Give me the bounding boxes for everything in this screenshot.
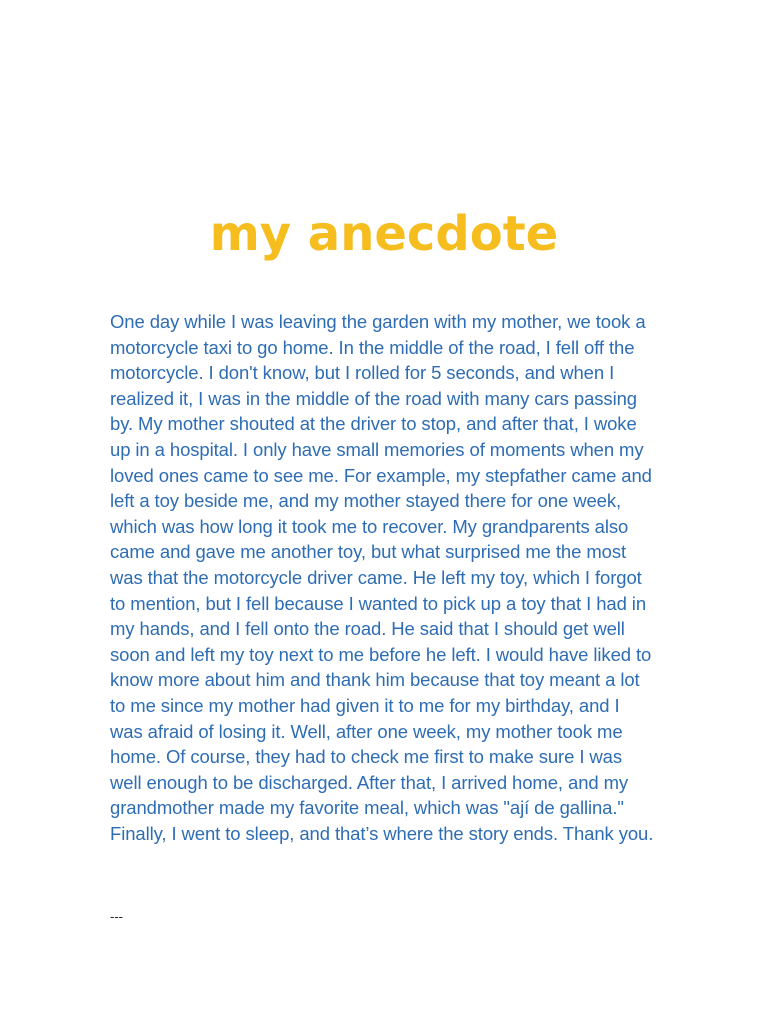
anecdote-body: One day while I was leaving the garden with my mother, we took a motorcycle taxi to go home. In the middle of the road, I fell off the motorcycle. I don't know, but I rolled for 5 seconds, and when I realized it, I was in the middle of the road with many cars passing by. My mother shouted at the driver to stop, and after that, I woke up in a hospital. I only have small memories of moments when my loved ones came to see me. For example, my stepfather came and left a toy beside me, and my mother stayed there for one week, which was how long it took me to recover. My grandparents also came and gave me another toy, but what surprised me the most was that the motorcycle driver came. He left my toy, which I forgot to mention, but I fell because I wanted to pick up a toy that I had in my hands, and I fell onto the road. He said that I should get well soon and left my toy next to me before he left. I would have liked to know more about him and thank him because that toy meant a lot to me since my mother had given it to me for my birthday, and I was afraid of losing it. Well, after one week, my mother took me home. Of course, they had to check me first to make sure I was well enough to be discharged. After that, I arrived home, and my grandmother made my favorite meal, which was "ají de gallina." Finally, I went to sleep, and that’s where the story ends. Thank you. (110, 311, 654, 844)
separator-text: --- (110, 909, 123, 924)
document-title: my anecdote (209, 206, 559, 262)
